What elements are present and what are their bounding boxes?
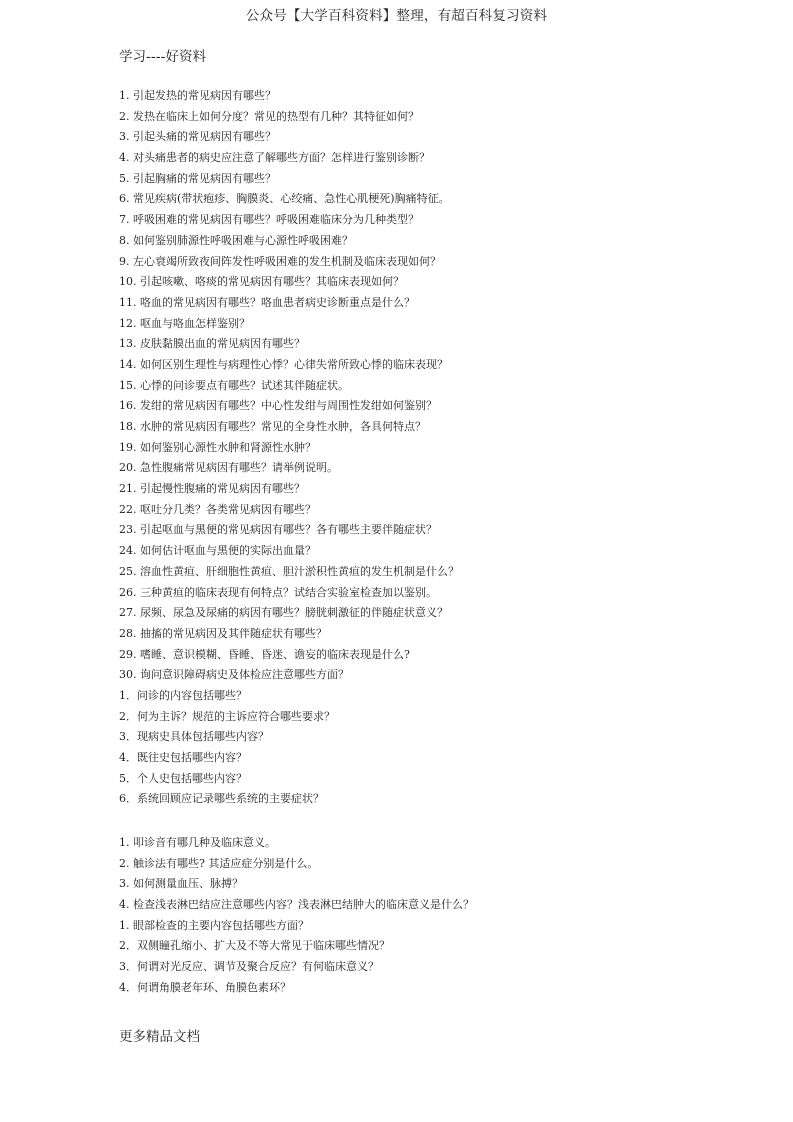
- list-item: 24. 如何估计呕血与黑便的实际出血量？: [119, 544, 316, 558]
- list-item: 12. 呕血与咯血怎样鉴别？: [119, 316, 250, 330]
- list-item: 30. 询问意识障碍病史及体检应注意哪些方面？: [119, 668, 349, 682]
- list-item: 3．何谓对光反应、调节及聚合反应？有何临床意义？: [119, 960, 379, 974]
- list-item: 3. 引起头痛的常见病因有哪些？: [119, 130, 276, 144]
- list-item: 1. 引起发热的常见病因有哪些？: [119, 89, 276, 102]
- list-item: 23. 引起呕血与黑便的常见病因有哪些？各有哪些主要伴随症状？: [119, 523, 437, 537]
- list-item: 13. 皮肤黏膜出血的常见病因有哪些？: [119, 337, 305, 351]
- list-item: 29. 嗜睡、意识模糊、昏睡、昏迷、谵妄的临床表现是什么?: [119, 647, 410, 661]
- list-item: 14. 如何区别生理性与病理性心悸？心律失常所致心悸的临床表现？: [119, 357, 448, 371]
- question-list-physical-exam: [119, 833, 474, 999]
- list-item: 1. 叩诊音有哪几种及临床意义。: [119, 836, 276, 849]
- list-item: 4．何谓角膜老年环、角膜色素环？: [119, 980, 291, 994]
- list-item: 10. 引起咳嗽、咯痰的常见病因有哪些？其临床表现如何？: [119, 275, 404, 289]
- list-item: 25. 溶血性黄疸、肝细胞性黄疸、胆汁淤积性黄疸的发生机制是什么？: [119, 564, 459, 578]
- list-item: 28. 抽搐的常见病因及其伴随症状有哪些？: [119, 626, 327, 640]
- list-item: 5．个人史包括哪些内容？: [119, 771, 247, 785]
- list-item: 2．何为主诉？规范的主诉应符合哪些要求？: [119, 709, 335, 723]
- list-item: 21. 引起慢性腹痛的常见病因有哪些？: [119, 482, 305, 496]
- list-item: 4．既往史包括哪些内容？: [119, 751, 247, 764]
- list-item: 2. 发热在临床上如何分度？常见的热型有几种？其特征如何？: [119, 109, 419, 123]
- list-item: 16. 发绀的常见病因有哪些？中心性发绀与周围性发绀如何鉴别？: [119, 399, 437, 413]
- list-item: 26. 三种黄疸的临床表现有何特点？试结合实验室检查加以鉴别。: [119, 585, 437, 599]
- question-list-history-symptoms: [119, 86, 459, 810]
- list-item: 1．问诊的内容包括哪些？: [119, 688, 247, 702]
- list-item: 9. 左心衰竭所致夜间阵发性呼吸困难的发生机制及临床表现如何？: [119, 254, 441, 268]
- list-item: 20. 急性腹痛常见病因有哪些？请举例说明。: [119, 461, 338, 475]
- list-item: 5. 引起胸痛的常见病因有哪些？: [119, 171, 276, 185]
- list-item: 2. 触诊法有哪些? 其适应症分别是什么。: [119, 856, 319, 870]
- list-item: 2．双侧瞳孔缩小、扩大及不等大常见于临床哪些情况？: [119, 939, 390, 953]
- page-header: 公众号【大学百科资料】整理，有超百科复习资料: [245, 8, 548, 24]
- list-item: 11. 咯血的常见病因有哪些？咯血患者病史诊断重点是什么？: [119, 295, 415, 309]
- list-item: 7. 呼吸困难的常见病因有哪些？呼吸困难临床分为几种类型？: [119, 213, 419, 227]
- list-item: 19. 如何鉴别心源性水肿和肾源性水肿？: [119, 440, 316, 454]
- page-footer: 更多精品文档: [119, 1029, 200, 1045]
- list-item: 18. 水肿的常见病因有哪些？常见的全身性水肿，各具何特点？: [119, 420, 426, 433]
- list-item: 22. 呕吐分几类？各类常见病因有哪些？: [119, 502, 316, 516]
- list-item: 8. 如何鉴别肺源性呼吸困难与心源性呼吸困难？: [119, 233, 353, 247]
- list-item: 15. 心悸的问诊要点有哪些？试述其伴随症状。: [119, 378, 349, 392]
- list-item: 27. 尿频、尿急及尿痛的病因有哪些？膀胱刺激征的伴随症状意义？: [119, 606, 448, 620]
- list-item: 3．现病史具体包括哪些内容？: [119, 730, 269, 744]
- list-item: 4. 检查浅表淋巴结应注意哪些内容？浅表淋巴结肿大的临床意义是什么？: [119, 898, 474, 912]
- list-item: 3. 如何测量血压、脉搏？: [119, 877, 243, 891]
- list-item: 6．系统回顾应记录哪些系统的主要症状？: [119, 792, 324, 806]
- list-item: 4. 对头痛患者的病史应注意了解哪些方面？怎样进行鉴别诊断？: [119, 151, 430, 165]
- document-subtitle: 学习----好资料: [119, 49, 206, 65]
- list-item: 1. 眼部检查的主要内容包括哪些方面？: [119, 918, 309, 932]
- list-item: 6. 常见疾病(带状疱疹、胸膜炎、心绞痛、急性心肌梗死)胸痛特征。: [119, 192, 450, 206]
